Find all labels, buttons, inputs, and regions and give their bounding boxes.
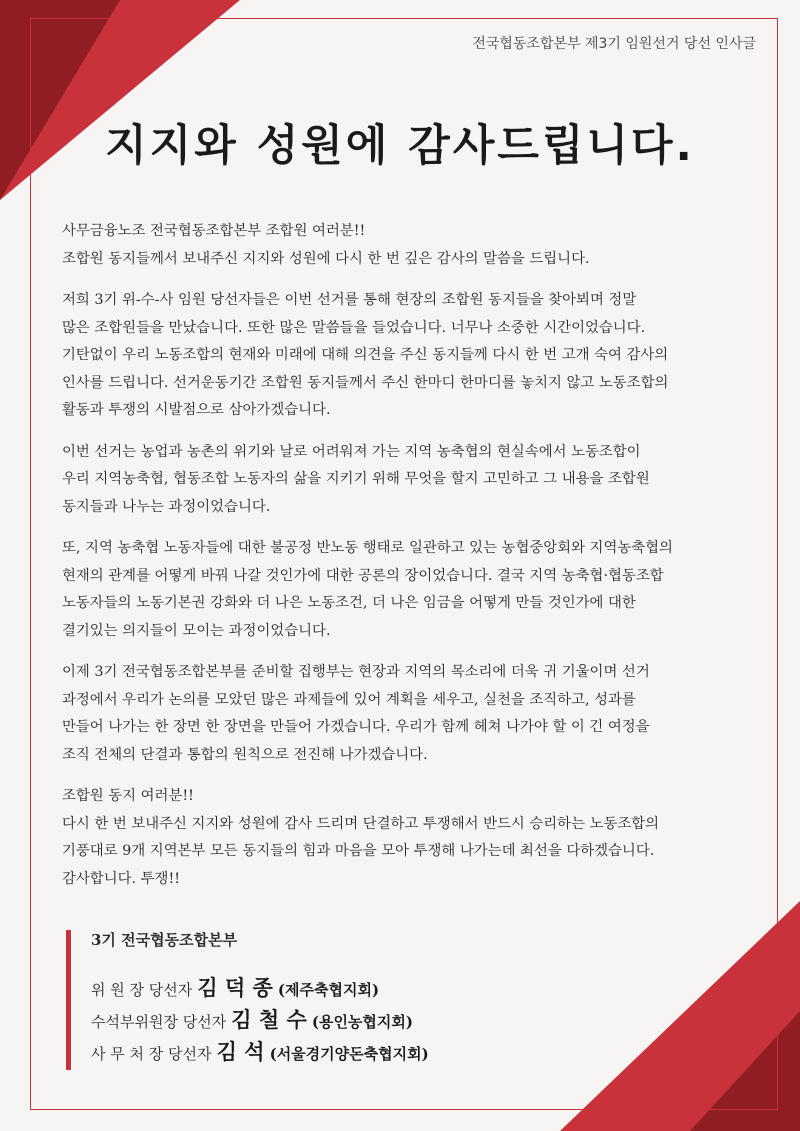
body-line: 현재의 관계를 어떻게 바꿔 나갈 것인가에 대한 공론의 장이었습니다. 결국 지역 농축협·협동조합 — [62, 567, 664, 584]
body-line: 활동과 투쟁의 시발점으로 삼아가겠습니다. — [62, 402, 331, 418]
signature-organization: 3기 전국협동조합본부 — [91, 931, 238, 949]
page-title: 지지와 성원에 감사드립니다. — [105, 121, 695, 171]
body-line: 이제 3기 전국협동조합본부를 준비할 집행부는 현장과 지역의 목소리에 더욱 귀 기울이며 선거 — [62, 664, 650, 680]
body-line: 조합원 동지들께서 보내주신 지지와 성원에 다시 한 번 깊은 감사의 말씀을 드립니다. — [62, 250, 590, 267]
body-line: 저희 3기 위-수-사 임원 당선자들은 이번 선거를 통해 현장의 조합원 동지들을 찾아뵈며 정말 — [62, 292, 637, 308]
body-line: 조합원 동지 여러분!! — [62, 788, 194, 804]
signature-row — [91, 1004, 626, 1036]
paragraph — [62, 439, 744, 522]
signature-name: 김 석 — [216, 1039, 265, 1064]
body-line: 사무금융노조 전국협동조합본부 조합원 여러분!! — [62, 223, 366, 239]
paragraph — [62, 535, 744, 645]
body-line: 이번 선거는 농업과 농촌의 위기와 날로 어려워져 가는 지역 농축협의 현실속에서 노동조합이 — [62, 443, 641, 460]
body-line: 인사를 드립니다. 선거운동기간 조합원 동지들께서 주신 한마디 한마디를 놓치지 않고 노동조합의 — [62, 374, 669, 391]
body-line: 감사합니다. 투쟁!! — [62, 870, 181, 887]
letter-body — [62, 218, 744, 907]
body-line: 조직 전체의 단결과 통합의 원칙으로 전진해 나가겠습니다. — [62, 746, 428, 763]
paragraph — [62, 287, 744, 425]
body-line: 또, 지역 농축협 노동자들에 대한 불공정 반노동 행태로 일관하고 있는 농협중앙회와 지역농축협의 — [62, 540, 673, 556]
paragraph — [62, 783, 744, 893]
signature-role: 위 원 장 당선자 — [91, 981, 193, 999]
body-line: 결기있는 의지들이 모이는 과정이었습니다. — [62, 622, 331, 639]
body-line: 우리 지역농축협, 협동조합 노동자의 삶을 지키기 위해 무엇을 할지 고민하고 그 내용을 조합원 — [62, 471, 650, 487]
signature-branch: (서울경기양돈축협지회) — [269, 1045, 429, 1063]
signature-row — [91, 1036, 626, 1068]
signature-name: 김 덕 종 — [197, 975, 273, 1000]
paragraph — [62, 218, 744, 273]
paragraph — [62, 659, 744, 769]
body-line: 노동자들의 노동기본권 강화와 더 나은 노동조건, 더 나은 임금을 어떻게 만들 것인가에 대한 — [62, 595, 636, 611]
signature-branch: (제주축협지회) — [277, 981, 380, 999]
signature-name: 김 철 수 — [231, 1007, 307, 1032]
body-line: 다시 한 번 보내주신 지지와 성원에 감사 드리며 단결하고 투쟁해서 반드시 승리하는 노동조합의 — [62, 815, 660, 832]
body-line: 만들어 나가는 한 장면 한 장면을 만들어 가겠습니다. 우리가 함께 헤쳐 나가야 할 이 긴 여정을 — [62, 719, 650, 735]
body-line: 많은 조합원들을 만났습니다. 또한 많은 말씀들을 들었습니다. 너무나 소중한 시간이었습니다. — [62, 319, 646, 336]
signature-block — [66, 930, 626, 1070]
signature-branch: (용인농협지회) — [311, 1013, 413, 1031]
body-line: 기탄없이 우리 노동조합의 현재와 미래에 대해 의견을 주신 동지들께 다시 한 번 고개 숙여 감사의 — [62, 347, 669, 363]
signature-row — [91, 972, 626, 1004]
signature-role: 수석부위원장 당선자 — [91, 1013, 227, 1031]
body-line: 과정에서 우리가 논의를 모았던 많은 과제들에 있어 계획을 세우고, 실천을 조직하고, 성과를 — [62, 691, 636, 708]
body-line: 동지들과 나누는 과정이었습니다. — [62, 498, 271, 515]
body-line: 기풍대로 9개 지역본부 모든 동지들의 힘과 마음을 모아 투쟁해 나가는데 최선을 다하겠습니다. — [62, 843, 655, 859]
document-header: 전국협동조합본부 제3기 임원선거 당선 인사글 — [472, 36, 756, 52]
signature-role: 사 무 처 장 당선자 — [91, 1045, 212, 1063]
